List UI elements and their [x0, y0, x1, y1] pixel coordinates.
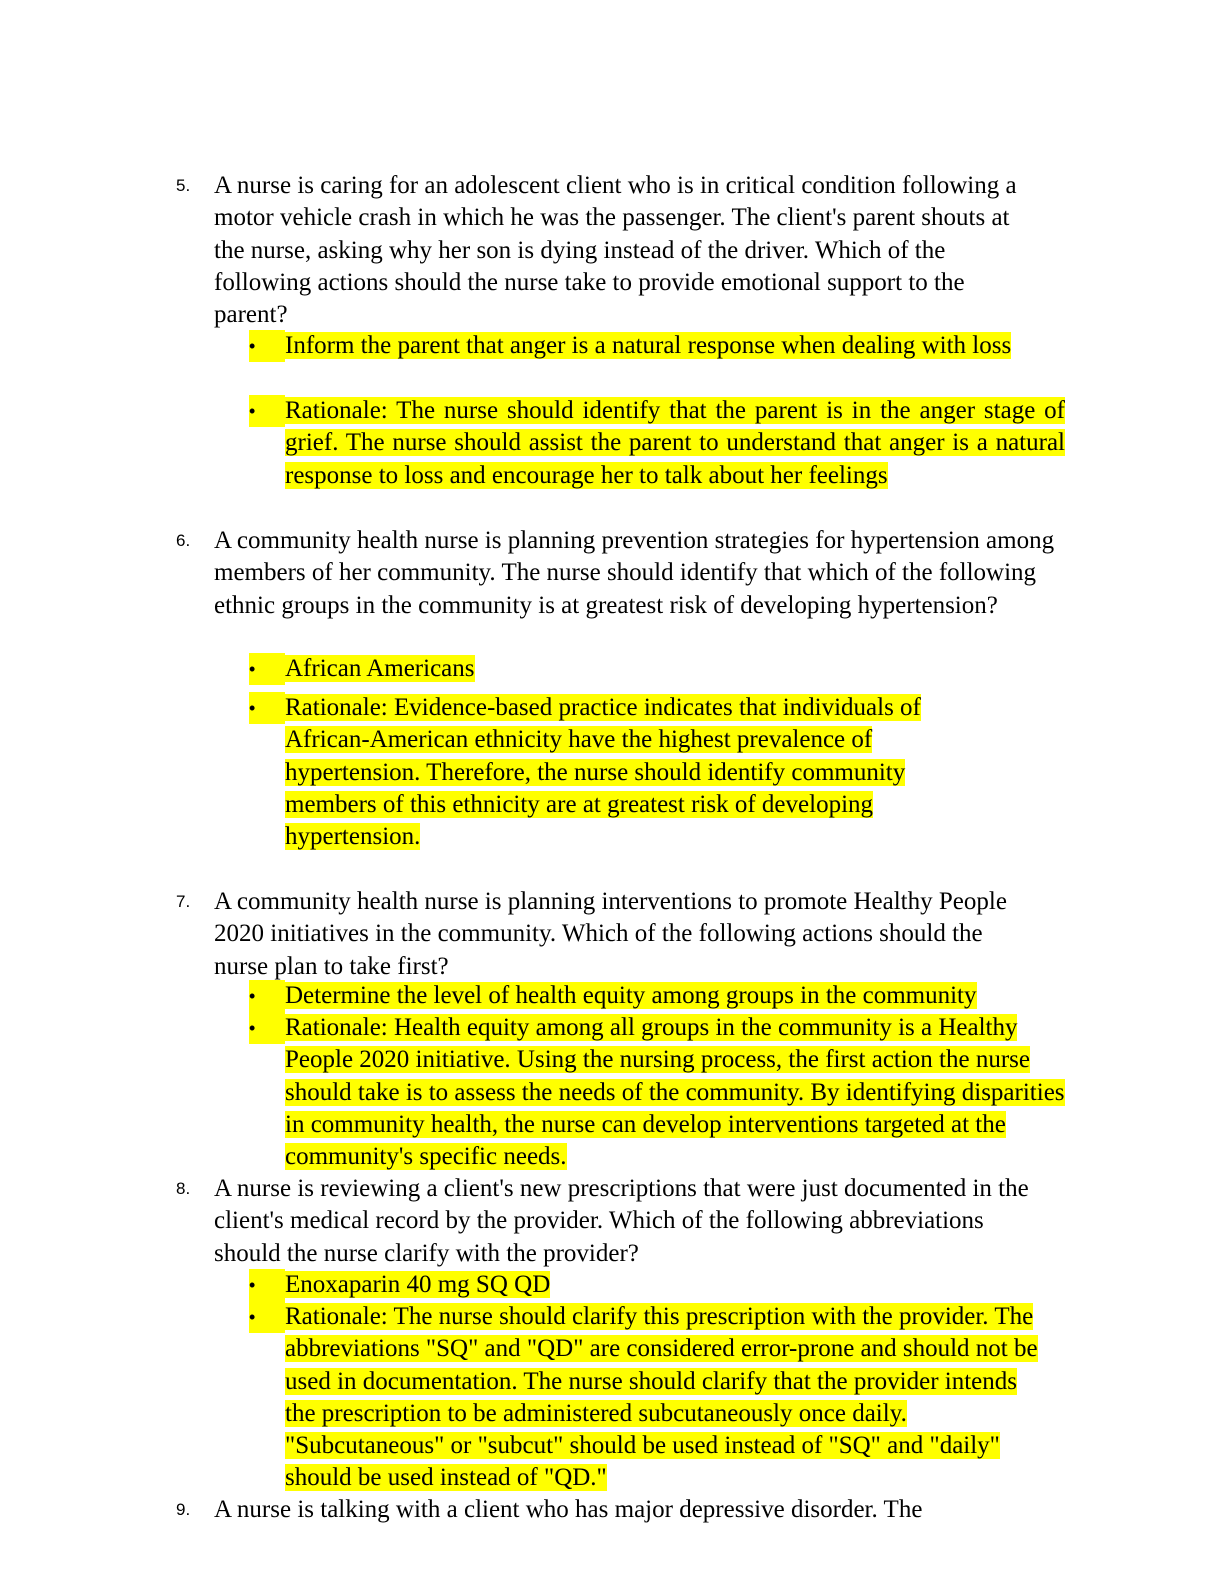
question-stem: A nurse is talking with a client who has major depressive disorder. The [214, 1496, 923, 1523]
rationale-text: Rationale: Evidence-based practice indicates that individuals of African-American ethnicity have the highest prevalence of hypertension. Therefore, the nurse should identify community members of this ethnicity are at greatest risk of developing hypertension. [285, 694, 921, 851]
rationale-text: Rationale: The nurse should clarify this prescription with the provider. The abbreviations "SQ" and "QD" are considered error-prone and should not be used in documentation. The nurse should clarify that the provider intends the prescription to be administered subcutaneously once daily. "Subcutaneous" or "subcut" should be used instead of "SQ" and "daily" should be used instead of "QD." [285, 1303, 1038, 1492]
bullet-icon: • [249, 1269, 285, 1301]
question-stem: A community health nurse is planning prevention strategies for hypertension among members of her community. The nurse should identify that which of the following ethnic groups in the community is at greatest risk of developing hypertension? [214, 527, 1055, 619]
bullet-icon: • [249, 330, 285, 362]
question-stem: A nurse is reviewing a client's new prescriptions that were just documented in the client's medical record by the provider. Which of the following abbreviations should the nurse clarify with the provider? [214, 1175, 1029, 1267]
question-stem: A nurse is caring for an adolescent client who is in critical condition following a motor vehicle crash in which he was the passenger. The client's parent shouts at the nurse, asking why her son is dying instead of the driver. Which of the following actions should the nurse take to provide emotional support to the parent? [214, 172, 1017, 329]
question-number: 5. [176, 176, 191, 195]
bullet-icon: • [249, 653, 285, 685]
bullet-icon: • [249, 692, 285, 724]
bullet-icon: • [249, 980, 285, 1012]
answer-text: Inform the parent that anger is a natural response when dealing with loss [285, 332, 1012, 359]
question-number: 7. [176, 892, 191, 911]
answer-text: Determine the level of health equity among groups in the community [285, 982, 977, 1009]
rationale-text: Rationale: The nurse should identify that the parent is in the anger stage of grief. The nurse should assist the parent to understand that anger is a natural response to loss and encourage her to talk about her feelings [285, 397, 1065, 489]
answer-text: Enoxaparin 40 mg SQ QD [285, 1271, 551, 1298]
question-number: 6. [176, 531, 191, 550]
question-number: 8. [176, 1179, 191, 1198]
rationale-text: Rationale: Health equity among all groups in the community is a Healthy People 2020 initiative. Using the nursing process, the first action the nurse should take is to assess the needs of the community. By identifying disparities in community health, the nurse can develop interventions targeted at the community's specific needs. [285, 1014, 1065, 1171]
bullet-icon: • [249, 1012, 285, 1044]
answer-text: African Americans [285, 655, 475, 682]
bullet-icon: • [249, 1301, 285, 1333]
bullet-icon: • [249, 395, 285, 427]
question-number: 9. [176, 1500, 191, 1519]
question-stem: A community health nurse is planning interventions to promote Healthy People 2020 initiatives in the community. Which of the following actions should the nurse plan to take first? [214, 888, 1007, 980]
